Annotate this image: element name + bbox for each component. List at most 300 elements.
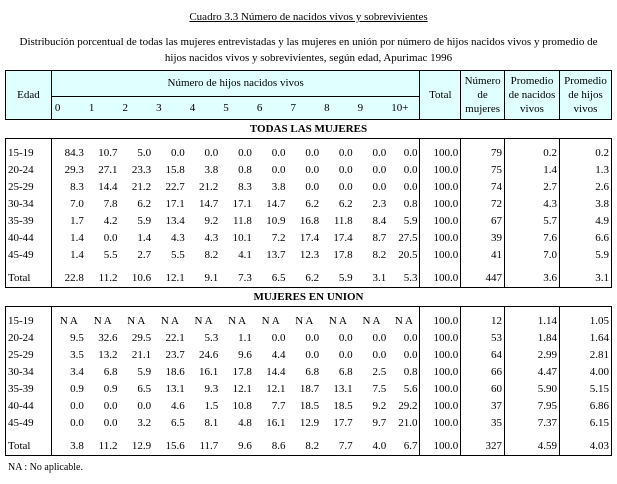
age-cell: 30-34 [6, 364, 52, 381]
value-cell: 8.1 [204, 417, 219, 429]
value-cell: 8.6 [254, 438, 288, 456]
table-row [6, 381, 612, 398]
age-cell: 40-44 [6, 398, 52, 415]
value-cell: 0.0 [305, 164, 320, 176]
avg-born-cell: 1.84 [504, 330, 559, 347]
women-count-cell: 12 [461, 313, 505, 330]
footnote: NA : No aplicable. [8, 462, 83, 473]
value-cell: 24.6 [199, 349, 219, 361]
value-cell: 0.8 [388, 364, 420, 381]
value-cell: 0.0 [388, 162, 420, 179]
value-cell: 6.8 [338, 366, 353, 378]
value-cell: 21.2 [131, 181, 152, 193]
value-cell: 0.0 [388, 179, 420, 196]
header-col-6: 6 [254, 97, 288, 120]
avg-living-cell: 5.15 [559, 381, 611, 398]
value-cell: N A [388, 313, 420, 330]
value-cell: 0.0 [338, 164, 353, 176]
women-count-cell: 60 [461, 381, 505, 398]
value-cell: 1.4 [70, 249, 84, 261]
value-cell: 12.1 [153, 270, 187, 288]
total-cell: 100.0 [420, 330, 461, 347]
value-cell: 5.9 [137, 366, 152, 378]
table-row [6, 162, 612, 179]
value-cell: 0.0 [338, 332, 353, 344]
avg-living-cell: 4.03 [559, 438, 611, 456]
age-cell: 45-49 [6, 415, 52, 432]
value-cell: 4.2 [103, 215, 118, 227]
total-row [6, 438, 612, 456]
value-cell: 6.8 [305, 366, 320, 378]
value-cell: 8.4 [372, 215, 387, 227]
value-cell: 2.3 [372, 198, 387, 210]
value-cell: 1.7 [70, 215, 84, 227]
age-cell: Total [6, 270, 52, 288]
value-cell: N A [261, 315, 280, 327]
value-cell: 0.0 [388, 330, 420, 347]
table-row [6, 313, 612, 330]
value-cell: 0.0 [388, 145, 420, 162]
value-cell: 18.5 [333, 400, 353, 412]
total-cell: 100.0 [420, 145, 461, 162]
value-cell: 5.9 [388, 213, 420, 230]
value-cell: 5.0 [137, 147, 152, 159]
value-cell: 0.9 [103, 383, 118, 395]
value-cell: 0.0 [271, 332, 286, 344]
women-count-cell: 39 [461, 230, 505, 247]
value-cell: 17.8 [232, 366, 252, 378]
value-cell: 20.5 [388, 247, 420, 264]
total-row [6, 270, 612, 288]
value-cell: 17.1 [165, 198, 185, 210]
age-cell: 25-29 [6, 179, 52, 196]
value-cell: 7.7 [321, 438, 355, 456]
value-cell: 0.0 [305, 147, 320, 159]
header-group: Número de hijos nacidos vivos [51, 71, 420, 97]
value-cell: 9.6 [220, 438, 254, 456]
section-label: MUJERES EN UNION [253, 291, 364, 303]
value-cell: 11.2 [86, 438, 120, 456]
value-cell: 0.0 [372, 349, 387, 361]
avg-born-cell: 0.2 [504, 145, 559, 162]
avg-living-cell: 6.15 [559, 415, 611, 432]
table-row [6, 179, 612, 196]
value-cell: 0.0 [372, 164, 387, 176]
value-cell: 10.6 [120, 270, 154, 288]
header-col-3: 3 [153, 97, 187, 120]
value-cell: 5.6 [388, 381, 420, 398]
value-cell: 9.2 [204, 215, 219, 227]
value-cell: 13.2 [98, 349, 118, 361]
value-cell: 7.0 [70, 198, 84, 210]
value-cell: 6.5 [137, 383, 152, 395]
value-cell: 8.2 [372, 249, 387, 261]
value-cell: 14.4 [98, 181, 118, 193]
value-cell: 13.7 [266, 249, 286, 261]
age-cell: 15-19 [6, 145, 52, 162]
total-cell: 100.0 [420, 179, 461, 196]
value-cell: 14.7 [266, 198, 286, 210]
value-cell: 22.7 [165, 181, 185, 193]
value-cell: 12.1 [232, 383, 252, 395]
avg-living-cell: 3.8 [559, 196, 611, 213]
value-cell: 17.4 [333, 232, 353, 244]
avg-living-cell: 1.3 [559, 162, 611, 179]
value-cell: 14.4 [266, 366, 286, 378]
value-cell: 17.8 [333, 249, 353, 261]
value-cell: 7.5 [372, 383, 387, 395]
value-cell: 21.0 [388, 415, 420, 432]
value-cell: 32.6 [98, 332, 118, 344]
value-cell: 1.5 [204, 400, 219, 412]
value-cell: 15.8 [165, 164, 185, 176]
value-cell: 9.3 [204, 383, 219, 395]
value-cell: 0.0 [372, 181, 387, 193]
value-cell: 0.9 [70, 383, 84, 395]
total-cell: 100.0 [420, 230, 461, 247]
women-count-cell: 327 [461, 438, 505, 456]
value-cell: 10.7 [98, 147, 118, 159]
value-cell: 3.1 [355, 270, 389, 288]
value-cell: 0.0 [305, 349, 320, 361]
value-cell: 12.1 [266, 383, 286, 395]
table-row [6, 247, 612, 264]
value-cell: 17.4 [299, 232, 320, 244]
value-cell: 27.5 [388, 230, 420, 247]
value-cell: 17.1 [232, 198, 252, 210]
age-cell: 15-19 [6, 313, 52, 330]
value-cell: 0.0 [305, 332, 320, 344]
value-cell: 8.2 [204, 249, 219, 261]
value-cell: 21.1 [131, 349, 152, 361]
value-cell: 13.1 [333, 383, 353, 395]
value-cell: 11.8 [233, 215, 252, 227]
births-table [5, 70, 612, 456]
women-count-cell: 75 [461, 162, 505, 179]
total-cell: 100.0 [420, 364, 461, 381]
value-cell: 0.0 [271, 147, 286, 159]
total-cell: 100.0 [420, 313, 461, 330]
header-row-1 [6, 71, 612, 97]
value-cell: 9.1 [187, 270, 221, 288]
table-title: Cuadro 3.3 Número de nacidos vivos y sobrevivientes [189, 11, 428, 23]
value-cell: 9.6 [238, 349, 252, 361]
value-cell: 0.0 [103, 417, 118, 429]
women-count-cell: 66 [461, 364, 505, 381]
avg-living-cell: 5.9 [559, 247, 611, 264]
women-count-cell: 53 [461, 330, 505, 347]
value-cell: 9.5 [70, 332, 84, 344]
women-count-cell: 35 [461, 415, 505, 432]
avg-living-cell: 2.81 [559, 347, 611, 364]
value-cell: N A [93, 315, 112, 327]
value-cell: N A [228, 315, 247, 327]
value-cell: 27.1 [98, 164, 118, 176]
value-cell: 8.3 [238, 181, 252, 193]
value-cell: 5.5 [170, 249, 185, 261]
avg-born-cell: 1.4 [504, 162, 559, 179]
avg-living-cell: 1.05 [559, 313, 611, 330]
total-cell: 100.0 [420, 162, 461, 179]
value-cell: 3.4 [70, 366, 84, 378]
avg-living-cell: 3.1 [559, 270, 611, 288]
value-cell: 0.0 [70, 400, 84, 412]
subtitle-line-1: Distribución porcentual de todas las mujeres entrevistadas y las mujeres en unión por número de hijos nacidos vivos y promedio de [19, 36, 598, 48]
value-cell: 16.1 [266, 417, 286, 429]
value-cell: 4.4 [271, 349, 286, 361]
header-promedio-hijos: Promedio de hijos vivos [559, 71, 611, 120]
header-edad: Edad [6, 71, 52, 120]
avg-living-cell: 6.86 [559, 398, 611, 415]
value-cell: 0.0 [372, 332, 387, 344]
value-cell: 0.0 [238, 147, 252, 159]
table-row [6, 364, 612, 381]
avg-born-cell: 4.47 [504, 364, 559, 381]
value-cell: 5.9 [137, 215, 152, 227]
header-col-2: 2 [120, 97, 154, 120]
value-cell: 4.6 [170, 400, 185, 412]
value-cell: 0.0 [372, 147, 387, 159]
value-cell: 6.5 [254, 270, 288, 288]
total-cell: 100.0 [420, 347, 461, 364]
value-cell: 0.0 [103, 400, 118, 412]
avg-born-cell: 5.7 [504, 213, 559, 230]
women-count-cell: 74 [461, 179, 505, 196]
value-cell: N A [295, 315, 314, 327]
total-cell: 100.0 [420, 213, 461, 230]
total-cell: 100.0 [420, 438, 461, 456]
age-cell: 20-24 [6, 330, 52, 347]
value-cell: 0.0 [137, 400, 152, 412]
value-cell: 0.0 [70, 417, 84, 429]
header-col-4: 4 [187, 97, 221, 120]
section-label: TODAS LAS MUJERES [249, 123, 368, 135]
value-cell: 5.5 [103, 249, 118, 261]
value-cell: 29.5 [131, 332, 152, 344]
women-count-cell: 37 [461, 398, 505, 415]
value-cell: 12.9 [120, 438, 154, 456]
table-row [6, 415, 612, 432]
women-count-cell: 79 [461, 145, 505, 162]
value-cell: 1.4 [70, 232, 84, 244]
value-cell: 12.9 [299, 417, 320, 429]
value-cell: 4.1 [238, 249, 252, 261]
value-cell: N A [362, 315, 381, 327]
value-cell: 4.8 [238, 417, 252, 429]
avg-living-cell: 1.64 [559, 330, 611, 347]
age-cell: 35-39 [6, 213, 52, 230]
value-cell: 3.8 [271, 181, 286, 193]
women-count-cell: 447 [461, 270, 505, 288]
total-cell: 100.0 [420, 247, 461, 264]
value-cell: 23.7 [165, 349, 185, 361]
value-cell: 18.6 [165, 366, 185, 378]
value-cell: 16.1 [199, 366, 219, 378]
value-cell: N A [328, 315, 347, 327]
avg-born-cell: 2.99 [504, 347, 559, 364]
value-cell: 3.2 [137, 417, 152, 429]
value-cell: 0.0 [338, 181, 353, 193]
value-cell: 11.2 [86, 270, 120, 288]
value-cell: 10.1 [232, 232, 252, 244]
value-cell: 11.7 [187, 438, 221, 456]
avg-born-cell: 7.6 [504, 230, 559, 247]
value-cell: 17.7 [333, 417, 353, 429]
value-cell: 6.2 [305, 198, 320, 210]
value-cell: 0.0 [338, 349, 353, 361]
value-cell: 11.8 [333, 215, 353, 227]
value-cell: 10.8 [232, 400, 252, 412]
table-row [6, 196, 612, 213]
value-cell: 8.3 [70, 181, 84, 193]
value-cell: 0.0 [271, 164, 286, 176]
section-label-row [6, 288, 612, 307]
value-cell: 6.2 [137, 198, 152, 210]
value-cell: 0.0 [305, 181, 320, 193]
value-cell: 7.7 [271, 400, 286, 412]
value-cell: 6.8 [103, 366, 118, 378]
value-cell: 0.0 [103, 232, 118, 244]
women-count-cell: 67 [461, 213, 505, 230]
value-cell: 6.7 [388, 438, 420, 456]
header-col-8: 8 [321, 97, 355, 120]
table-row [6, 398, 612, 415]
total-cell: 100.0 [420, 381, 461, 398]
header-total: Total [420, 71, 461, 120]
value-cell: 10.9 [266, 215, 286, 227]
age-cell: 20-24 [6, 162, 52, 179]
value-cell: N A [127, 315, 146, 327]
avg-born-cell: 7.0 [504, 247, 559, 264]
avg-living-cell: 4.9 [559, 213, 611, 230]
table-subtitle [4, 34, 613, 66]
total-cell: 100.0 [420, 270, 461, 288]
value-cell: 3.8 [51, 438, 86, 456]
value-cell: 8.7 [372, 232, 387, 244]
value-cell: 5.3 [204, 332, 219, 344]
total-cell: 100.0 [420, 398, 461, 415]
women-count-cell: 41 [461, 247, 505, 264]
value-cell: N A [59, 315, 78, 327]
value-cell: 13.1 [165, 383, 185, 395]
value-cell: 7.8 [103, 198, 118, 210]
value-cell: 18.5 [299, 400, 320, 412]
avg-born-cell: 4.59 [504, 438, 559, 456]
women-count-cell: 72 [461, 196, 505, 213]
avg-living-cell: 0.2 [559, 145, 611, 162]
value-cell: 13.4 [165, 215, 185, 227]
header-numero-mujeres: Número de mujeres [461, 71, 505, 120]
value-cell: 18.7 [299, 383, 320, 395]
header-col-9: 9 [355, 97, 389, 120]
value-cell: 5.3 [388, 270, 420, 288]
age-cell: Total [6, 438, 52, 456]
header-col-5: 5 [220, 97, 254, 120]
section-label-row [6, 120, 612, 139]
value-cell: 84.3 [64, 147, 84, 159]
value-cell: 6.2 [287, 270, 321, 288]
value-cell: 2.5 [372, 366, 387, 378]
avg-living-cell: 6.6 [559, 230, 611, 247]
avg-living-cell: 2.6 [559, 179, 611, 196]
table-row [6, 213, 612, 230]
avg-born-cell: 4.3 [504, 196, 559, 213]
value-cell: 22.8 [51, 270, 86, 288]
value-cell: 8.2 [287, 438, 321, 456]
value-cell: 22.1 [165, 332, 185, 344]
header-col-1: 1 [86, 97, 120, 120]
avg-born-cell: 2.7 [504, 179, 559, 196]
header-col-10: 10+ [388, 97, 420, 120]
value-cell: N A [194, 315, 213, 327]
value-cell: 4.3 [204, 232, 219, 244]
total-cell: 100.0 [420, 196, 461, 213]
value-cell: 21.2 [199, 181, 219, 193]
value-cell: 6.5 [170, 417, 185, 429]
value-cell: 15.6 [153, 438, 187, 456]
value-cell: 16.8 [299, 215, 320, 227]
total-cell: 100.0 [420, 415, 461, 432]
value-cell: 7.2 [271, 232, 286, 244]
value-cell: 12.3 [299, 249, 320, 261]
table-row [6, 145, 612, 162]
value-cell: 3.5 [70, 349, 84, 361]
value-cell: 1.1 [238, 332, 252, 344]
value-cell: 1.4 [137, 232, 152, 244]
value-cell: 0.0 [204, 147, 219, 159]
table-row [6, 230, 612, 247]
value-cell: 2.7 [137, 249, 152, 261]
table-row [6, 347, 612, 364]
value-cell: 29.2 [388, 398, 420, 415]
value-cell: 14.7 [199, 198, 219, 210]
age-cell: 25-29 [6, 347, 52, 364]
value-cell: 4.3 [170, 232, 185, 244]
value-cell: 0.8 [388, 196, 420, 213]
value-cell: 9.7 [372, 417, 387, 429]
avg-born-cell: 7.95 [504, 398, 559, 415]
value-cell: 5.9 [321, 270, 355, 288]
header-promedio-nacidos: Promedio de nacidos vivos [504, 71, 559, 120]
value-cell: 4.0 [355, 438, 389, 456]
value-cell: 7.3 [220, 270, 254, 288]
header-col-0: 0 [51, 97, 86, 120]
avg-born-cell: 1.14 [504, 313, 559, 330]
value-cell: 0.0 [170, 147, 185, 159]
age-cell: 45-49 [6, 247, 52, 264]
header-col-7: 7 [287, 97, 321, 120]
value-cell: 0.0 [338, 147, 353, 159]
age-cell: 30-34 [6, 196, 52, 213]
subtitle-line-2: hijos nacidos vivos y sobrevivientes, según edad, Apurimac 1996 [164, 52, 453, 64]
value-cell: 6.2 [338, 198, 353, 210]
value-cell: 0.0 [388, 347, 420, 364]
value-cell: 29.3 [64, 164, 84, 176]
avg-born-cell: 7.37 [504, 415, 559, 432]
value-cell: 3.8 [204, 164, 219, 176]
women-count-cell: 64 [461, 347, 505, 364]
value-cell: 23.3 [131, 164, 152, 176]
value-cell: 0.8 [238, 164, 252, 176]
table-row [6, 330, 612, 347]
avg-born-cell: 5.90 [504, 381, 559, 398]
value-cell: 9.2 [372, 400, 387, 412]
value-cell: N A [160, 315, 179, 327]
age-cell: 40-44 [6, 230, 52, 247]
avg-born-cell: 3.6 [504, 270, 559, 288]
avg-living-cell: 4.00 [559, 364, 611, 381]
age-cell: 35-39 [6, 381, 52, 398]
